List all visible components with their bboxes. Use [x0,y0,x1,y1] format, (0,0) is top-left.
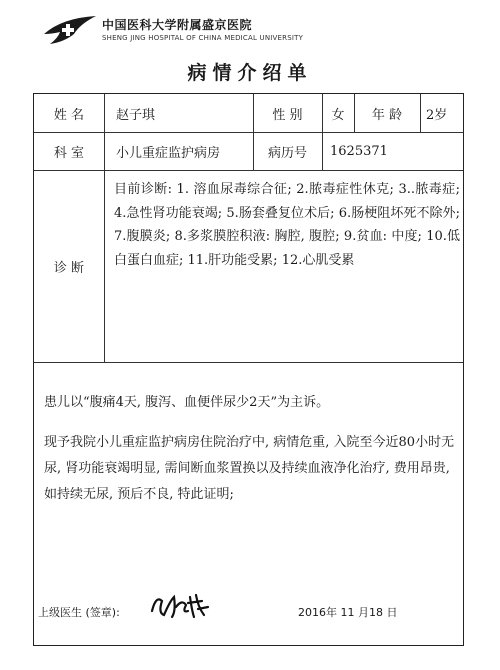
diagnosis-label: 诊 断 [53,260,85,276]
hospital-emblem-icon [40,12,100,48]
diagnosis-text: 目前诊断: 1. 溶血尿毒综合征; 2.脓毒症性休克; 3..脓毒症; 4.急性肾功能衰竭; 5.肠套叠复位术后; 6.肠梗阻坏死不除外; 7.腹膜炎; 8.多浆膜腔积液: 胸腔, 腹腔; 9.贫血: 中度; 10.低白蛋白血症; 11.肝功能受累; 12.心肌受累 [114,182,460,268]
hospital-name-en: SHENG JING HOSPITAL OF CHINA MEDICAL UNIVERSITY [102,34,304,42]
hospital-name-cn: 中国医科大学附属盛京医院 [102,18,253,32]
department-label: 科 室 [53,145,85,161]
condition-statement: 现予我院小儿重症监护病房住院治疗中, 病情危重, 入院至今近80小时无尿, 肾功能衰竭明显, 需间断血浆置换以及持续血液净化治疗, 费用昂贵, 如持续无尿, 预后不良, 特此证明; [44,435,455,502]
age-label: 年 龄 [371,107,403,123]
record-number-label: 病历号 [267,145,307,161]
age-value: 2岁 [426,107,448,123]
name-label: 姓 名 [53,107,85,123]
doctor-signature-image [148,591,210,621]
chief-complaint: 患儿以“腹痛4天, 腹泻、血便伴尿少2天”为主诉。 [44,395,330,410]
doctor-signature-label: 上级医生 (签章): [38,606,120,619]
column-divider [420,94,421,132]
hospital-logo [40,12,304,48]
gender-value: 女 [331,107,345,123]
gender-label: 性 别 [272,107,303,123]
document-title: 病情介绍单 [187,62,313,84]
row-divider [34,362,463,363]
record-number-value: 1625371 [330,143,388,159]
signature-date: 2016年 11 月18 日 [298,606,398,619]
form-table [33,93,464,646]
column-divider [104,94,105,362]
name-value: 赵子琪 [116,107,156,123]
department-value: 小儿重症监护病房 [116,145,221,161]
